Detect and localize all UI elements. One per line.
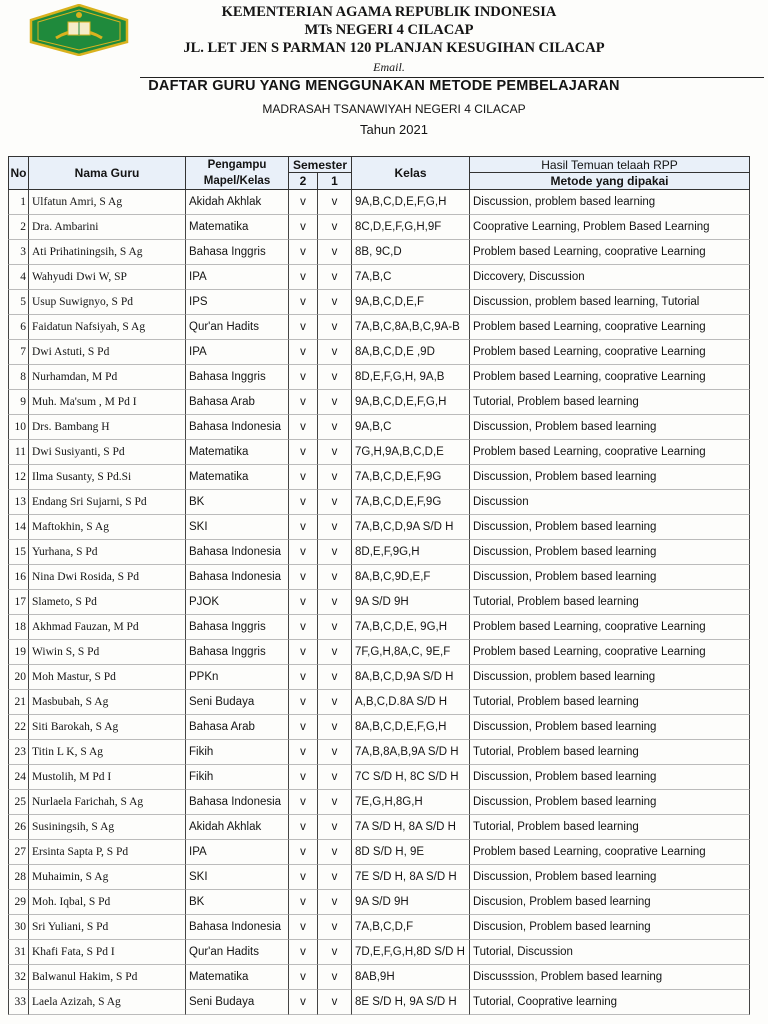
- method-cell: Problem based Learning, cooprative Learning: [470, 615, 750, 640]
- semester-1-mark-cell: v: [318, 615, 352, 640]
- table-body: [8, 190, 750, 1015]
- row-number-cell: 19: [8, 640, 29, 665]
- row-number-cell: 10: [8, 415, 29, 440]
- subject-cell: Bahasa Arab: [186, 390, 289, 415]
- table-row: [8, 790, 750, 815]
- teacher-name-cell: Ersinta Sapta P, S Pd: [29, 840, 186, 865]
- classes-cell: 9A S/D 9H: [352, 590, 470, 615]
- subject-cell: Qur'an Hadits: [186, 315, 289, 340]
- table-row: [8, 915, 750, 940]
- classes-cell: 7C S/D H, 8C S/D H: [352, 765, 470, 790]
- teacher-name-cell: Maftokhin, S Ag: [29, 515, 186, 540]
- method-cell: Tutorial, Problem based learning: [470, 690, 750, 715]
- method-cell: Cooprative Learning, Problem Based Learning: [470, 215, 750, 240]
- semester-1-mark-cell: v: [318, 965, 352, 990]
- letterhead: [0, 0, 768, 80]
- semester-2-mark-cell: v: [289, 715, 318, 740]
- classes-cell: 9A S/D 9H: [352, 890, 470, 915]
- teacher-name-cell: Usup Suwignyo, S Pd: [29, 290, 186, 315]
- row-number-cell: 13: [8, 490, 29, 515]
- header-hasil-temuan: Hasil Temuan telaah RPP: [469, 156, 750, 173]
- classes-cell: 7D,E,F,G,H,8D S/D H: [352, 940, 470, 965]
- semester-1-mark-cell: v: [318, 765, 352, 790]
- teacher-name-cell: Akhmad Fauzan, M Pd: [29, 615, 186, 640]
- semester-2-mark-cell: v: [289, 190, 318, 215]
- row-number-cell: 25: [8, 790, 29, 815]
- semester-2-mark-cell: v: [289, 840, 318, 865]
- semester-2-mark-cell: v: [289, 240, 318, 265]
- subject-cell: Bahasa Indonesia: [186, 565, 289, 590]
- teacher-name-cell: Yurhana, S Pd: [29, 540, 186, 565]
- method-cell: Problem based Learning, cooprative Learning: [470, 240, 750, 265]
- teacher-name-cell: Dra. Ambarini: [29, 215, 186, 240]
- school-address: JL. LET JEN S PARMAN 120 PLANJAN KESUGIHAN CILACAP: [183, 40, 605, 56]
- header-nama-guru: Nama Guru: [28, 156, 186, 190]
- method-cell: Problem based Learning, cooprative Learning: [470, 840, 750, 865]
- table-row: [8, 615, 750, 640]
- semester-2-mark-cell: v: [289, 365, 318, 390]
- teacher-name-cell: Dwi Susiyanti, S Pd: [29, 440, 186, 465]
- method-cell: Discusssion, Problem based learning: [470, 965, 750, 990]
- ministry-name: KEMENTERIAN AGAMA REPUBLIK INDONESIA: [221, 4, 557, 20]
- method-cell: Discussion, Problem based learning: [470, 465, 750, 490]
- method-cell: Problem based Learning, cooprative Learning: [470, 640, 750, 665]
- row-number-cell: 15: [8, 540, 29, 565]
- semester-1-mark-cell: v: [318, 715, 352, 740]
- classes-cell: 9A,B,C,D,E,F,G,H: [352, 190, 470, 215]
- header-semester-1: 1: [317, 172, 352, 190]
- table-row: [8, 540, 750, 565]
- semester-2-mark-cell: v: [289, 615, 318, 640]
- table-row: [8, 815, 750, 840]
- semester-1-mark-cell: v: [318, 515, 352, 540]
- method-cell: Tutorial, Discussion: [470, 940, 750, 965]
- row-number-cell: 17: [8, 590, 29, 615]
- header-metode: Metode yang dipakai: [469, 172, 750, 190]
- teacher-name-cell: Nurlaela Farichah, S Ag: [29, 790, 186, 815]
- semester-2-mark-cell: v: [289, 965, 318, 990]
- table-row: [8, 840, 750, 865]
- semester-1-mark-cell: v: [318, 390, 352, 415]
- semester-2-mark-cell: v: [289, 215, 318, 240]
- method-cell: Discussion, Problem based learning: [470, 540, 750, 565]
- classes-cell: 8A,B,C,D,E ,9D: [352, 340, 470, 365]
- semester-1-mark-cell: v: [318, 215, 352, 240]
- semester-2-mark-cell: v: [289, 340, 318, 365]
- subject-cell: Bahasa Arab: [186, 715, 289, 740]
- row-number-cell: 5: [8, 290, 29, 315]
- teacher-name-cell: Khafi Fata, S Pd I: [29, 940, 186, 965]
- table-row: [8, 490, 750, 515]
- table-row: [8, 590, 750, 615]
- subject-cell: Matematika: [186, 215, 289, 240]
- semester-1-mark-cell: v: [318, 565, 352, 590]
- semester-2-mark-cell: v: [289, 515, 318, 540]
- semester-1-mark-cell: v: [318, 540, 352, 565]
- semester-2-mark-cell: v: [289, 490, 318, 515]
- row-number-cell: 20: [8, 665, 29, 690]
- row-number-cell: 14: [8, 515, 29, 540]
- teacher-name-cell: Muh. Ma'sum , M Pd I: [29, 390, 186, 415]
- table-row: [8, 740, 750, 765]
- method-cell: Discussion, Problem based learning: [470, 790, 750, 815]
- teacher-name-cell: Faidatun Nafsiyah, S Ag: [29, 315, 186, 340]
- teacher-name-cell: Endang Sri Sujarni, S Pd: [29, 490, 186, 515]
- method-cell: Tutorial, Problem based learning: [470, 590, 750, 615]
- table-row: [8, 365, 750, 390]
- teacher-name-cell: Sri Yuliani, S Pd: [29, 915, 186, 940]
- classes-cell: 9A,B,C: [352, 415, 470, 440]
- method-cell: Diccovery, Discussion: [470, 265, 750, 290]
- semester-2-mark-cell: v: [289, 765, 318, 790]
- semester-2-mark-cell: v: [289, 440, 318, 465]
- classes-cell: 7A,B,C,D,E,F,9G: [352, 490, 470, 515]
- subject-cell: Bahasa Inggris: [186, 640, 289, 665]
- classes-cell: 8C,D,E,F,G,H,9F: [352, 215, 470, 240]
- subject-cell: Seni Budaya: [186, 990, 289, 1015]
- semester-2-mark-cell: v: [289, 465, 318, 490]
- subject-cell: SKI: [186, 515, 289, 540]
- method-cell: Problem based Learning, cooprative Learning: [470, 340, 750, 365]
- semester-1-mark-cell: v: [318, 865, 352, 890]
- classes-cell: A,B,C,D.8A S/D H: [352, 690, 470, 715]
- header-semester: Semester: [288, 156, 352, 173]
- method-cell: Tutorial, Problem based learning: [470, 740, 750, 765]
- table-row: [8, 890, 750, 915]
- semester-2-mark-cell: v: [289, 315, 318, 340]
- semester-1-mark-cell: v: [318, 190, 352, 215]
- semester-1-mark-cell: v: [318, 465, 352, 490]
- row-number-cell: 6: [8, 315, 29, 340]
- document-subtitle: MADRASAH TSANAWIYAH NEGERI 4 CILACAP: [262, 102, 526, 116]
- row-number-cell: 8: [8, 365, 29, 390]
- method-cell: Discussion, Problem based learning: [470, 515, 750, 540]
- semester-1-mark-cell: v: [318, 815, 352, 840]
- subject-cell: BK: [186, 490, 289, 515]
- subject-cell: Bahasa Inggris: [186, 240, 289, 265]
- row-number-cell: 2: [8, 215, 29, 240]
- teacher-name-cell: Wiwin S, S Pd: [29, 640, 186, 665]
- row-number-cell: 3: [8, 240, 29, 265]
- teacher-name-cell: Ulfatun Amri, S Ag: [29, 190, 186, 215]
- table-row: [8, 290, 750, 315]
- row-number-cell: 12: [8, 465, 29, 490]
- semester-1-mark-cell: v: [318, 440, 352, 465]
- classes-cell: 8AB,9H: [352, 965, 470, 990]
- table-row: [8, 465, 750, 490]
- semester-2-mark-cell: v: [289, 540, 318, 565]
- subject-cell: Bahasa Inggris: [186, 615, 289, 640]
- row-number-cell: 33: [8, 990, 29, 1015]
- table-row: [8, 440, 750, 465]
- semester-1-mark-cell: v: [318, 365, 352, 390]
- teacher-name-cell: Nina Dwi Rosida, S Pd: [29, 565, 186, 590]
- table-row: [8, 690, 750, 715]
- row-number-cell: 7: [8, 340, 29, 365]
- table-row: [8, 340, 750, 365]
- row-number-cell: 24: [8, 765, 29, 790]
- row-number-cell: 30: [8, 915, 29, 940]
- classes-cell: 8D,E,F,9G,H: [352, 540, 470, 565]
- teacher-name-cell: Moh. Iqbal, S Pd: [29, 890, 186, 915]
- table-row: [8, 990, 750, 1015]
- subject-cell: Matematika: [186, 465, 289, 490]
- table-row: [8, 940, 750, 965]
- subject-cell: IPA: [186, 840, 289, 865]
- header-no: No: [8, 156, 29, 190]
- subject-cell: BK: [186, 890, 289, 915]
- teacher-name-cell: Ati Prihatiningsih, S Ag: [29, 240, 186, 265]
- table-row: [8, 415, 750, 440]
- method-cell: Tutorial, Problem based learning: [470, 390, 750, 415]
- header-pengampu: Pengampu Mapel/Kelas: [185, 156, 289, 190]
- classes-cell: 9A,B,C,D,E,F,G,H: [352, 390, 470, 415]
- teacher-name-cell: Siti Barokah, S Ag: [29, 715, 186, 740]
- classes-cell: 7A,B,C,D,E, 9G,H: [352, 615, 470, 640]
- classes-cell: 7G,H,9A,B,C,D,E: [352, 440, 470, 465]
- teacher-name-cell: Laela Azizah, S Ag: [29, 990, 186, 1015]
- semester-1-mark-cell: v: [318, 740, 352, 765]
- semester-2-mark-cell: v: [289, 390, 318, 415]
- teacher-name-cell: Susiningsih, S Ag: [29, 815, 186, 840]
- semester-2-mark-cell: v: [289, 790, 318, 815]
- subject-cell: Fikih: [186, 765, 289, 790]
- semester-2-mark-cell: v: [289, 815, 318, 840]
- table-row: [8, 665, 750, 690]
- semester-1-mark-cell: v: [318, 240, 352, 265]
- classes-cell: 7A,B,C,D,F: [352, 915, 470, 940]
- teacher-name-cell: Drs. Bambang H: [29, 415, 186, 440]
- table-row: [8, 515, 750, 540]
- teacher-name-cell: Masbubah, S Ag: [29, 690, 186, 715]
- semester-2-mark-cell: v: [289, 640, 318, 665]
- table-row: [8, 315, 750, 340]
- method-cell: Discusion, Problem based learning: [470, 915, 750, 940]
- table-row: [8, 390, 750, 415]
- teacher-name-cell: Muhaimin, S Ag: [29, 865, 186, 890]
- teacher-name-cell: Titin L K, S Ag: [29, 740, 186, 765]
- semester-2-mark-cell: v: [289, 290, 318, 315]
- classes-cell: 7A,B,C: [352, 265, 470, 290]
- semester-1-mark-cell: v: [318, 915, 352, 940]
- document-year: Tahun 2021: [360, 122, 428, 137]
- row-number-cell: 31: [8, 940, 29, 965]
- teacher-name-cell: Balwanul Hakim, S Pd: [29, 965, 186, 990]
- semester-2-mark-cell: v: [289, 865, 318, 890]
- subject-cell: Seni Budaya: [186, 690, 289, 715]
- semester-1-mark-cell: v: [318, 840, 352, 865]
- row-number-cell: 21: [8, 690, 29, 715]
- teacher-name-cell: Slameto, S Pd: [29, 590, 186, 615]
- school-name: MTs NEGERI 4 CILACAP: [304, 22, 474, 38]
- method-cell: Tutorial, Cooprative learning: [470, 990, 750, 1015]
- classes-cell: 8D,E,F,G,H, 9A,B: [352, 365, 470, 390]
- classes-cell: 8D S/D H, 9E: [352, 840, 470, 865]
- classes-cell: 7A,B,8A,B,9A S/D H: [352, 740, 470, 765]
- row-number-cell: 22: [8, 715, 29, 740]
- subject-cell: Bahasa Indonesia: [186, 540, 289, 565]
- semester-2-mark-cell: v: [289, 740, 318, 765]
- subject-cell: Matematika: [186, 440, 289, 465]
- semester-1-mark-cell: v: [318, 490, 352, 515]
- semester-1-mark-cell: v: [318, 340, 352, 365]
- teacher-name-cell: Nurhamdan, M Pd: [29, 365, 186, 390]
- classes-cell: 7E S/D H, 8A S/D H: [352, 865, 470, 890]
- subject-cell: Matematika: [186, 965, 289, 990]
- semester-2-mark-cell: v: [289, 940, 318, 965]
- subject-cell: IPA: [186, 265, 289, 290]
- row-number-cell: 9: [8, 390, 29, 415]
- semester-1-mark-cell: v: [318, 890, 352, 915]
- method-cell: Discussion, Problem based learning: [470, 765, 750, 790]
- subject-cell: SKI: [186, 865, 289, 890]
- row-number-cell: 23: [8, 740, 29, 765]
- teacher-name-cell: Moh Mastur, S Pd: [29, 665, 186, 690]
- semester-1-mark-cell: v: [318, 665, 352, 690]
- subject-cell: Akidah Akhlak: [186, 815, 289, 840]
- row-number-cell: 32: [8, 965, 29, 990]
- row-number-cell: 27: [8, 840, 29, 865]
- semester-1-mark-cell: v: [318, 690, 352, 715]
- row-number-cell: 11: [8, 440, 29, 465]
- method-cell: Discussion, problem based learning, Tutorial: [470, 290, 750, 315]
- semester-2-mark-cell: v: [289, 990, 318, 1015]
- school-email: Email.: [373, 60, 405, 74]
- semester-1-mark-cell: v: [318, 940, 352, 965]
- classes-cell: 7A,B,C,D,9A S/D H: [352, 515, 470, 540]
- semester-1-mark-cell: v: [318, 640, 352, 665]
- table-row: [8, 240, 750, 265]
- semester-2-mark-cell: v: [289, 590, 318, 615]
- row-number-cell: 4: [8, 265, 29, 290]
- classes-cell: 7A,B,C,D,E,F,9G: [352, 465, 470, 490]
- subject-cell: IPS: [186, 290, 289, 315]
- method-cell: Problem based Learning, cooprative Learning: [470, 315, 750, 340]
- table-row: [8, 265, 750, 290]
- method-cell: Discussion, Problem based learning: [470, 415, 750, 440]
- subject-cell: Bahasa Indonesia: [186, 915, 289, 940]
- method-cell: Problem based Learning, cooprative Learning: [470, 440, 750, 465]
- classes-cell: 9A,B,C,D,E,F: [352, 290, 470, 315]
- subject-cell: Bahasa Indonesia: [186, 790, 289, 815]
- semester-1-mark-cell: v: [318, 415, 352, 440]
- subject-cell: Bahasa Inggris: [186, 365, 289, 390]
- subject-cell: Qur'an Hadits: [186, 940, 289, 965]
- classes-cell: 7A S/D H, 8A S/D H: [352, 815, 470, 840]
- classes-cell: 8E S/D H, 9A S/D H: [352, 990, 470, 1015]
- table-row: [8, 640, 750, 665]
- semester-2-mark-cell: v: [289, 565, 318, 590]
- row-number-cell: 18: [8, 615, 29, 640]
- method-cell: Discussion: [470, 490, 750, 515]
- classes-cell: 7A,B,C,8A,B,C,9A-B: [352, 315, 470, 340]
- table-row: [8, 965, 750, 990]
- method-cell: Discusion, Problem based learning: [470, 890, 750, 915]
- semester-2-mark-cell: v: [289, 915, 318, 940]
- row-number-cell: 26: [8, 815, 29, 840]
- classes-cell: 8A,B,C,9D,E,F: [352, 565, 470, 590]
- table-row: [8, 190, 750, 215]
- teacher-name-cell: Dwi Astuti, S Pd: [29, 340, 186, 365]
- table-row: [8, 215, 750, 240]
- table-row: [8, 865, 750, 890]
- subject-cell: Fikih: [186, 740, 289, 765]
- teacher-name-cell: Wahyudi Dwi W, SP: [29, 265, 186, 290]
- semester-2-mark-cell: v: [289, 690, 318, 715]
- semester-1-mark-cell: v: [318, 790, 352, 815]
- semester-2-mark-cell: v: [289, 265, 318, 290]
- teacher-name-cell: Mustolih, M Pd I: [29, 765, 186, 790]
- row-number-cell: 29: [8, 890, 29, 915]
- classes-cell: 8A,B,C,D,E,F,G,H: [352, 715, 470, 740]
- row-number-cell: 28: [8, 865, 29, 890]
- header-kelas: Kelas: [351, 156, 470, 190]
- header-semester-2: 2: [288, 172, 318, 190]
- semester-2-mark-cell: v: [289, 890, 318, 915]
- method-cell: Tutorial, Problem based learning: [470, 815, 750, 840]
- method-cell: Discussion, problem based learning: [470, 190, 750, 215]
- table-row: [8, 565, 750, 590]
- method-cell: Discussion, Problem based learning: [470, 565, 750, 590]
- document-title: DAFTAR GURU YANG MENGGUNAKAN METODE PEMBELAJARAN: [148, 78, 620, 94]
- semester-1-mark-cell: v: [318, 990, 352, 1015]
- subject-cell: PPKn: [186, 665, 289, 690]
- semester-1-mark-cell: v: [318, 265, 352, 290]
- table-header: [8, 156, 750, 190]
- semester-1-mark-cell: v: [318, 290, 352, 315]
- subject-cell: Akidah Akhlak: [186, 190, 289, 215]
- method-cell: Problem based Learning, cooprative Learning: [470, 365, 750, 390]
- table-row: [8, 765, 750, 790]
- classes-cell: 8B, 9C,D: [352, 240, 470, 265]
- semester-1-mark-cell: v: [318, 590, 352, 615]
- method-cell: Discussion, problem based learning: [470, 665, 750, 690]
- method-cell: Discussion, Problem based learning: [470, 715, 750, 740]
- classes-cell: 8A,B,C,D,9A S/D H: [352, 665, 470, 690]
- row-number-cell: 16: [8, 565, 29, 590]
- method-cell: Discussion, Problem based learning: [470, 865, 750, 890]
- subject-cell: Bahasa Indonesia: [186, 415, 289, 440]
- semester-2-mark-cell: v: [289, 415, 318, 440]
- semester-2-mark-cell: v: [289, 665, 318, 690]
- table-row: [8, 715, 750, 740]
- classes-cell: 7E,G,H,8G,H: [352, 790, 470, 815]
- semester-1-mark-cell: v: [318, 315, 352, 340]
- teacher-name-cell: Ilma Susanty, S Pd.Si: [29, 465, 186, 490]
- row-number-cell: 1: [8, 190, 29, 215]
- subject-cell: IPA: [186, 340, 289, 365]
- subject-cell: PJOK: [186, 590, 289, 615]
- classes-cell: 7F,G,H,8A,C, 9E,F: [352, 640, 470, 665]
